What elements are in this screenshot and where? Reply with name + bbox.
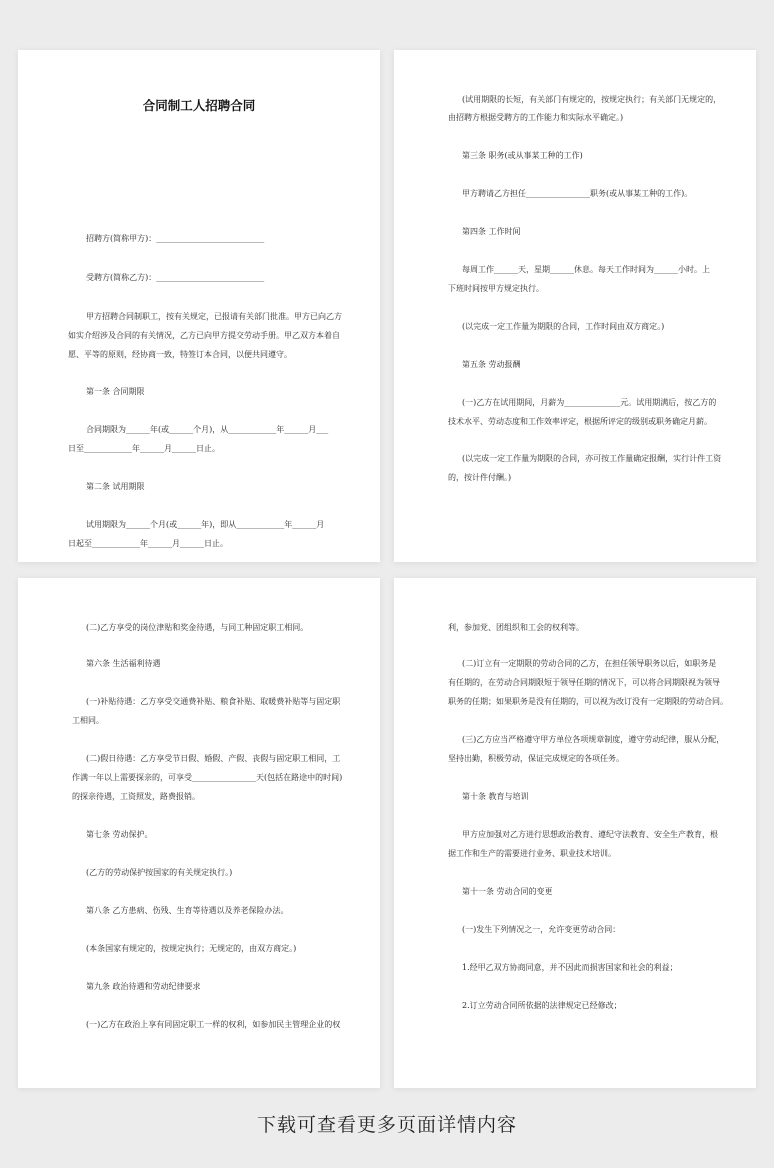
paragraph-line: (一)乙方在政治上享有同固定职工一样的权利，如参加民主管理企业的权 xyxy=(86,1020,341,1029)
paragraph-line: 2.订立劳动合同所依据的法律规定已经修改； xyxy=(462,1001,622,1010)
paragraph-line: 甲方应加强对乙方进行思想政治教育、遵纪守法教育、安全生产教育，根 xyxy=(462,830,718,839)
employer-field: 招聘方(简称甲方)：___________________________ xyxy=(86,234,265,243)
article-heading: 第六条 生活福利待遇 xyxy=(86,659,161,668)
document-page-4 xyxy=(394,578,756,1088)
paragraph-line: (乙方的劳动保护按国家的有关规定执行。) xyxy=(86,868,233,877)
paragraph-line: (以完成一定工作量为期限的合同，亦可按工作量确定报酬，实行计件工资 xyxy=(462,454,722,463)
paragraph-line: (以完成一定工作量为期限的合同，工作时间由双方商定。) xyxy=(462,322,665,331)
paragraph-line: (本条国家有规定的，按规定执行；无规定的，由双方商定。) xyxy=(86,944,297,953)
paragraph-line: 下班时间按甲方规定执行。 xyxy=(448,284,544,293)
paragraph-line: 甲方招聘合同制职工，按有关规定，已报请有关部门批准。甲方已向乙方 xyxy=(86,312,342,321)
paragraph-line: 技术水平、劳动态度和工作效率评定，根据所评定的级别或职务确定月薪。 xyxy=(448,417,712,426)
paragraph-line: 坚持出勤，积极劳动，保证完成规定的各项任务。 xyxy=(448,754,624,763)
document-page-2 xyxy=(394,50,756,562)
paragraph-line: (试用期限的长短，有关部门有规定的，按规定执行；有关部门无规定的， xyxy=(462,95,722,104)
document-title: 合同制工人招聘合同 xyxy=(142,98,256,113)
article-heading: 第十一条 劳动合同的变更 xyxy=(462,887,553,896)
paragraph-line: 日起至____________年______月______日止。 xyxy=(68,539,228,548)
paragraph-line: 的探亲待遇，工资照发，路费报销。 xyxy=(72,792,200,801)
paragraph-line: (一)补贴待遇：乙方享受交通费补贴、粮食补贴、取暖费补贴等与固定职 xyxy=(86,697,341,706)
article-heading: 第七条 劳动保护。 xyxy=(86,830,153,839)
paragraph-line: 据工作和生产的需要进行业务、职业技术培训。 xyxy=(448,849,616,858)
paragraph-line: (三)乙方应当严格遵守甲方单位各项规章制度，遵守劳动纪律，服从分配， xyxy=(462,735,725,744)
paragraph-line: 日至____________年______月______日止。 xyxy=(68,444,220,453)
article-heading: 第四条 工作时间 xyxy=(462,227,521,236)
paragraph-line: 如实介绍涉及合同的有关情况，乙方已向甲方提交劳动手册。甲乙双方本着自 xyxy=(68,331,340,340)
paragraph-line: 工相同。 xyxy=(72,716,104,725)
article-heading: 第十条 教育与培训 xyxy=(462,792,529,801)
paragraph-line: 作满一年以上需要探亲的，可享受________________天(包括在路途中的时间) xyxy=(72,773,343,782)
article-heading: 第三条 职务(或从事某工种的工作) xyxy=(462,151,583,160)
paragraph-line: 利，参加党、团组织和工会的权利等。 xyxy=(448,623,584,632)
article-heading: 第八条 乙方患病、伤残、生育等待遇以及养老保险办法。 xyxy=(86,906,289,915)
paragraph-line: 每周工作______天，星期______休息。每天工作时间为______小时。上 xyxy=(462,265,710,274)
paragraph-line: 甲方聘请乙方担任________________职务(或从事某工种的工作)。 xyxy=(462,189,693,198)
paragraph-line: (一)乙方在试用期间，月薪为______________元。试用期满后，按乙方的 xyxy=(462,398,717,407)
article-heading: 第一条 合同期限 xyxy=(86,387,145,396)
paragraph-line: (二)订立有一定期限的劳动合同的乙方，在担任领导职务以后，如职务是 xyxy=(462,659,717,668)
employee-field: 受聘方(简称乙方)：___________________________ xyxy=(86,273,265,282)
download-more-caption: 下载可查看更多页面详情内容 xyxy=(256,1114,517,1136)
document-page-3 xyxy=(18,578,380,1088)
paragraph-line: 合同期限为______年(或______个月)，从____________年______月___ xyxy=(86,425,329,434)
paragraph-line: 1.经甲乙双方协商同意，并不因此而损害国家和社会的利益； xyxy=(462,963,678,972)
paragraph-line: 试用期限为______个月(或______年)，即从____________年______月 xyxy=(86,520,325,529)
paragraph-line: 的，按计件付酬。) xyxy=(448,473,512,482)
paragraph-line: 有任期的，在劳动合同期限短于领导任期的情况下，可以将合同期限视为领导 xyxy=(448,678,720,687)
paragraph-line: (二)假日待遇：乙方享受节日假、婚假、产假、丧假与固定职工相同，工 xyxy=(86,754,341,763)
article-heading: 第二条 试用期限 xyxy=(86,482,145,491)
paragraph-line: 职务的任期；如果职务是没有任期的，可以视为改订没有一定期限的劳动合同。 xyxy=(448,697,728,706)
article-heading: 第九条 政治待遇和劳动纪律要求 xyxy=(86,982,201,991)
article-heading: 第五条 劳动报酬 xyxy=(462,360,521,369)
document-page-1 xyxy=(18,50,380,562)
paragraph-line: (二)乙方享受的岗位津贴和奖金待遇，与同工种固定职工相同。 xyxy=(86,623,309,632)
paragraph-line: 愿、平等的原则，经协商一致，特签订本合同，以便共同遵守。 xyxy=(68,350,292,359)
paragraph-line: (一)发生下列情况之一，允许变更劳动合同： xyxy=(462,925,621,934)
paragraph-line: 由招聘方根据受聘方的工作能力和实际水平确定。) xyxy=(448,113,624,122)
